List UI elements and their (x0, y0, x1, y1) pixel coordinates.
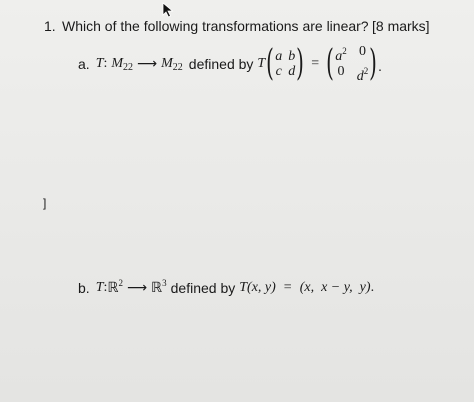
lhs-matrix-cell: c (275, 64, 282, 79)
part-b-domain: ℝ$^2$ (107, 278, 123, 296)
part-a-defined-by: defined by (188, 56, 254, 72)
rhs-matrix-cell: 0 (359, 44, 366, 59)
stray-bracket-mark: ] (43, 196, 47, 210)
part-a-equals: = (311, 56, 320, 71)
part-a-map-symbol: T (95, 56, 104, 71)
right-paren-icon: ) (296, 43, 305, 84)
part-b-defined-by: defined by (170, 279, 236, 296)
lhs-matrix (275, 49, 295, 79)
part-b-arrow: ⟶ (126, 279, 148, 296)
part-b-map-symbol: T (95, 279, 104, 295)
marks-label: [8 marks] (372, 18, 430, 34)
lhs-matrix-cell: d (288, 64, 296, 79)
part-b-equals: = (283, 279, 292, 295)
rhs-matrix-cell: 0 (337, 64, 345, 79)
part-b-codomain: ℝ$^3$ (151, 278, 167, 296)
part-a-colon: : (103, 56, 108, 71)
part-a (78, 43, 382, 84)
right-paren-icon: ) (369, 43, 378, 84)
lhs-matrix-cell: b (288, 49, 296, 64)
lhs-matrix-cell: a (275, 49, 283, 64)
part-b-period: . (370, 279, 375, 295)
left-paren-icon: ( (266, 43, 275, 84)
part-b-rhs: (x, x − y, y) (299, 279, 371, 295)
part-a-map-symbol-2: T (257, 56, 266, 71)
part-a-label: a. (78, 56, 90, 72)
part-b (78, 278, 374, 297)
rhs-matrix-cell: $a^2$ (335, 46, 347, 64)
rhs-matrix (335, 44, 368, 84)
part-b-lhs: T(x, y) (239, 279, 276, 295)
part-b-colon: : (103, 279, 108, 295)
question-text: Which of the following transformations are linear? (62, 18, 369, 34)
left-paren-icon: ( (326, 43, 335, 84)
rhs-matrix-cell: $d^2$ (356, 66, 369, 84)
part-a-period: . (378, 60, 382, 75)
part-a-arrow: ⟶ (137, 56, 158, 72)
question-number: 1. (44, 18, 56, 34)
part-a-domain: $M_{22}$ (111, 55, 134, 73)
mouse-pointer-icon (162, 2, 174, 18)
part-a-codomain: $M_{22}$ (161, 55, 183, 73)
part-b-label: b. (78, 279, 90, 296)
